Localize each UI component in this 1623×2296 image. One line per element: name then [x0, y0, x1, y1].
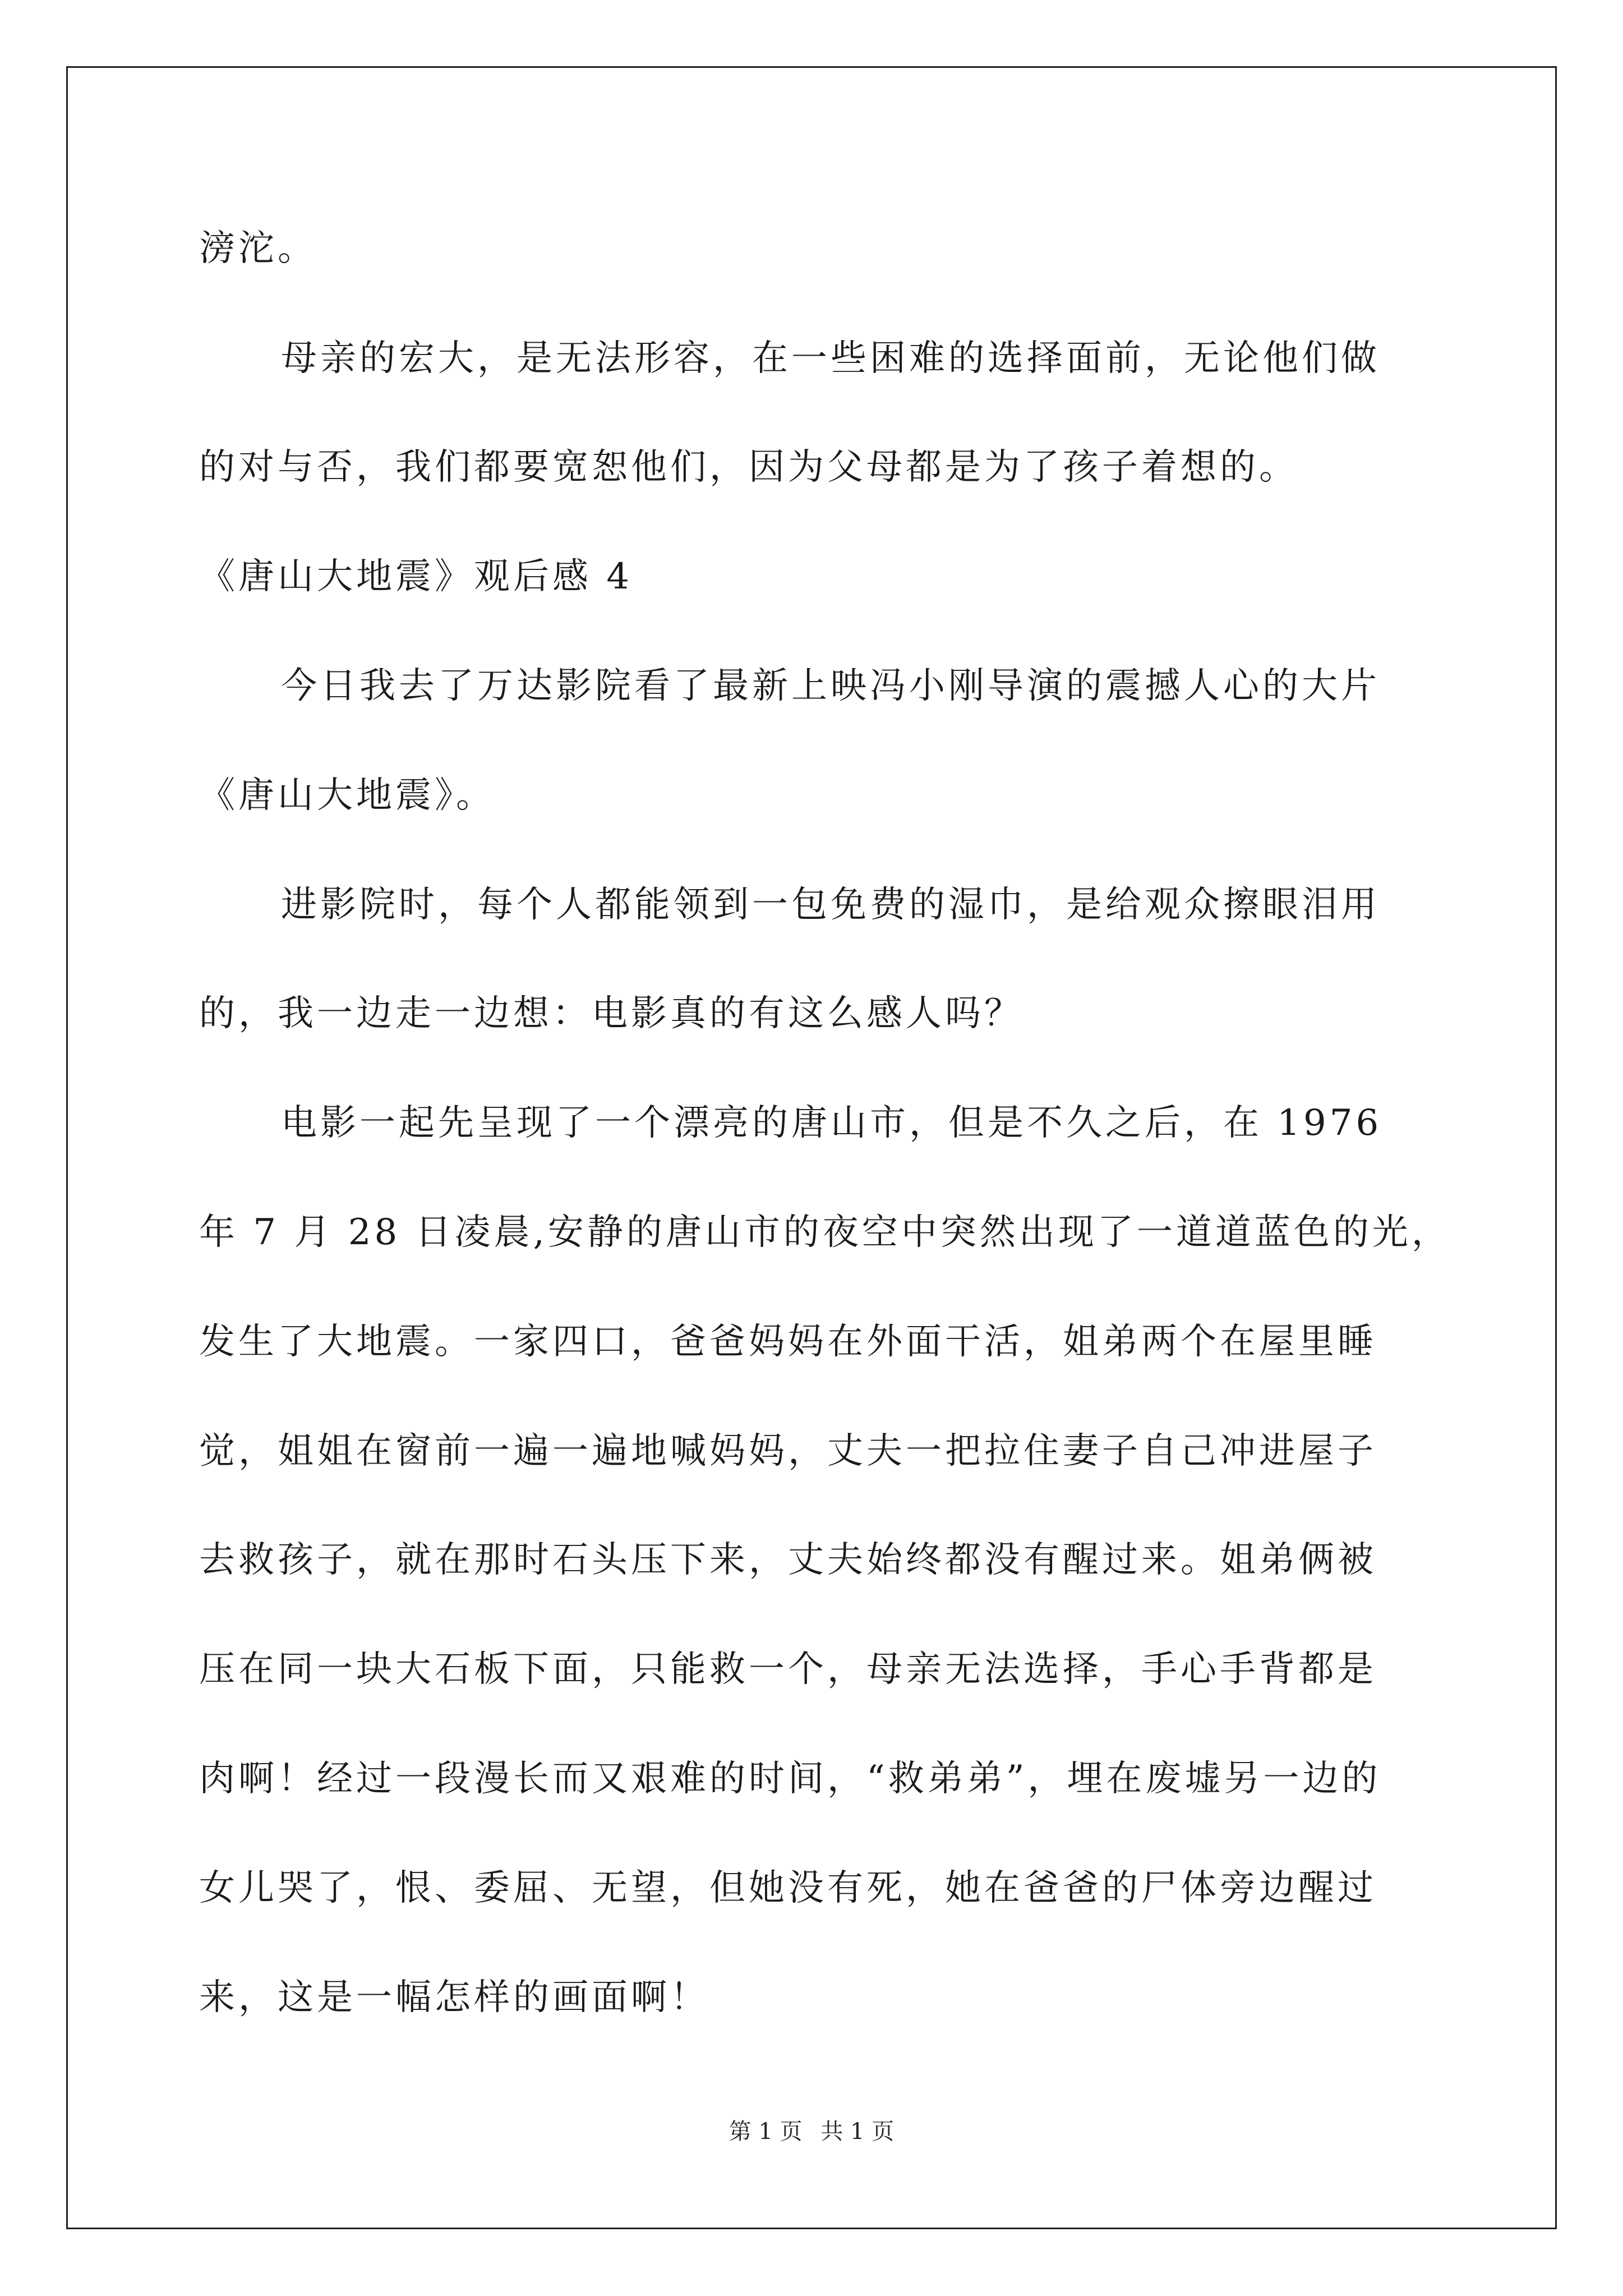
- section-heading: 《唐山大地震》观后感 4: [199, 556, 633, 597]
- page-footer: [0, 2115, 1623, 2148]
- text-line: 进影院时，每个人都能领到一包免费的湿巾，是给观众擦眼泪用: [281, 884, 1380, 926]
- text-line: 的，我一边走一边想：电影真的有这么感人吗？: [199, 993, 1023, 1034]
- text-line: 今日我去了万达影院看了最新上映冯小刚导演的震撼人心的大片: [281, 665, 1380, 707]
- text-line: 去救孩子，就在那时石头压下来，丈夫始终都没有醒过来。姐弟俩被: [199, 1539, 1377, 1581]
- text-line: 《唐山大地震》。: [199, 775, 495, 816]
- text-line: 年 7 月 28 日凌晨,安静的唐山市的夜空中突然出现了一道道蓝色的光，: [199, 1212, 1451, 1253]
- text-line: 觉，姐姐在窗前一遍一遍地喊妈妈，丈夫一把拉住妻子自己冲进屋子: [199, 1430, 1377, 1472]
- text-line: 肉啊！经过一段漫长而又艰难的时间，“救弟弟”，埋在废墟另一边的: [199, 1758, 1381, 1800]
- text-line: 母亲的宏大，是无法形容，在一些困难的选择面前，无论他们做: [281, 338, 1380, 379]
- text-line: 来，这是一幅怎样的画面啊！: [199, 1977, 709, 2018]
- page-number: 第 1 页: [728, 2119, 803, 2145]
- text-line: 发生了大地震。一家四口，爸爸妈妈在外面干活，姐弟两个在屋里睡: [199, 1321, 1377, 1363]
- text-line: 电影一起先呈现了一个漂亮的唐山市，但是不久之后，在 1976: [281, 1102, 1382, 1144]
- text-line: 滂沱。: [199, 228, 317, 269]
- text-line: 女儿哭了，恨、委屈、无望，但她没有死，她在爸爸的尸体旁边醒过: [199, 1867, 1377, 1909]
- text-line: 压在同一块大石板下面，只能救一个，母亲无法选择，手心手背都是: [199, 1649, 1377, 1690]
- page-total: 共 1 页: [820, 2119, 895, 2145]
- text-line: 的对与否，我们都要宽恕他们，因为父母都是为了孩子着想的。: [199, 447, 1298, 488]
